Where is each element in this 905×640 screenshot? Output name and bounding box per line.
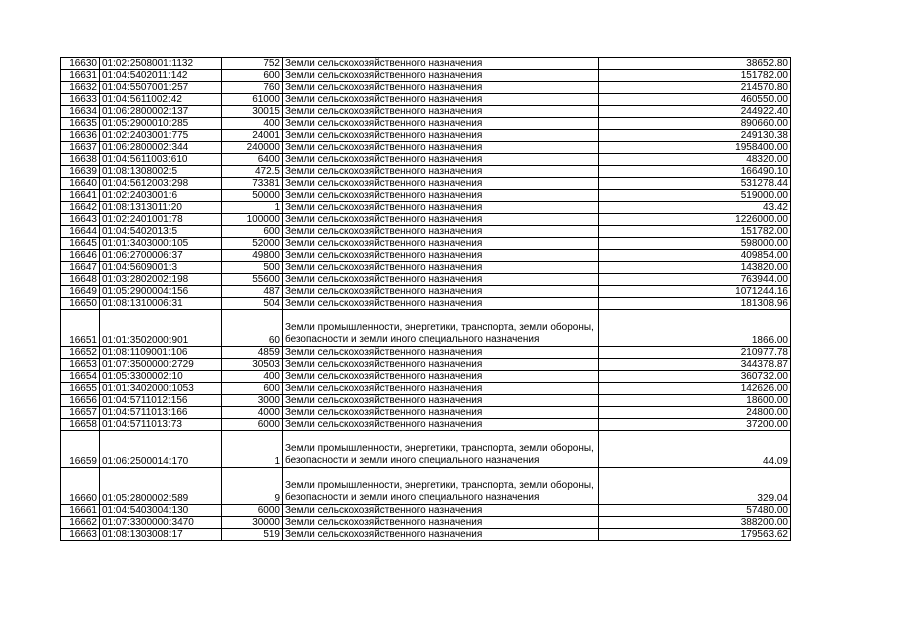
row-number-cell: 16637 xyxy=(61,142,100,154)
table-row xyxy=(61,130,791,142)
land-category-cell: Земли сельскохозяйственного назначения xyxy=(283,238,599,250)
row-number-cell: 16652 xyxy=(61,347,100,359)
area-cell: 1 xyxy=(222,202,283,214)
table-row xyxy=(61,214,791,226)
cadastral-value-cell: 1958400.00 xyxy=(599,142,791,154)
area-cell: 4000 xyxy=(222,407,283,419)
row-number-cell: 16638 xyxy=(61,154,100,166)
cadastral-value-cell: 460550.00 xyxy=(599,94,791,106)
table-row xyxy=(61,517,791,529)
cadastral-number-cell: 01:04:5611002:42 xyxy=(100,94,222,106)
cadastral-value-cell: 142626.00 xyxy=(599,383,791,395)
cadastral-number-cell: 01:08:1313011:20 xyxy=(100,202,222,214)
cadastral-number-cell: 01:02:2401001:78 xyxy=(100,214,222,226)
row-number-cell: 16659 xyxy=(61,431,100,468)
cadastral-number-cell: 01:04:5711013:166 xyxy=(100,407,222,419)
row-number-cell: 16660 xyxy=(61,468,100,505)
cadastral-value-cell: 598000.00 xyxy=(599,238,791,250)
row-number-cell: 16639 xyxy=(61,166,100,178)
table-row xyxy=(61,529,791,541)
table-row xyxy=(61,118,791,130)
land-category-cell: Земли сельскохозяйственного назначения xyxy=(283,286,599,298)
row-number-cell: 16641 xyxy=(61,190,100,202)
row-number-cell: 16654 xyxy=(61,371,100,383)
row-number-cell: 16634 xyxy=(61,106,100,118)
land-category-cell: Земли сельскохозяйственного назначения xyxy=(283,250,599,262)
cadastral-number-cell: 01:04:5609001:3 xyxy=(100,262,222,274)
table-row xyxy=(61,407,791,419)
table-row xyxy=(61,395,791,407)
cadastral-value-cell: 360732.00 xyxy=(599,371,791,383)
table-row xyxy=(61,371,791,383)
cadastral-value-cell: 181308.96 xyxy=(599,298,791,310)
cadastral-value-cell: 38652.80 xyxy=(599,58,791,70)
cadastral-number-cell: 01:05:2900004:156 xyxy=(100,286,222,298)
row-number-cell: 16633 xyxy=(61,94,100,106)
land-category-cell: Земли сельскохозяйственного назначения xyxy=(283,178,599,190)
table-row xyxy=(61,250,791,262)
row-number-cell: 16650 xyxy=(61,298,100,310)
cadastral-value-cell: 519000.00 xyxy=(599,190,791,202)
cadastral-value-cell: 890660.00 xyxy=(599,118,791,130)
table-body xyxy=(61,58,791,541)
table-row xyxy=(61,298,791,310)
cadastral-number-cell: 01:02:2403001:6 xyxy=(100,190,222,202)
table-row xyxy=(61,274,791,286)
area-cell: 752 xyxy=(222,58,283,70)
cadastral-value-cell: 249130.38 xyxy=(599,130,791,142)
cadastral-value-cell: 57480.00 xyxy=(599,505,791,517)
cadastral-number-cell: 01:05:2900010:285 xyxy=(100,118,222,130)
table-row xyxy=(61,347,791,359)
area-cell: 30503 xyxy=(222,359,283,371)
land-category-cell: Земли сельскохозяйственного назначения xyxy=(283,202,599,214)
land-category-cell: Земли сельскохозяйственного назначения xyxy=(283,118,599,130)
area-cell: 9 xyxy=(222,468,283,505)
area-cell: 600 xyxy=(222,70,283,82)
table-row xyxy=(61,70,791,82)
area-cell: 472.5 xyxy=(222,166,283,178)
cadastral-number-cell: 01:03:2802002:198 xyxy=(100,274,222,286)
cadastral-number-cell: 01:04:5507001:257 xyxy=(100,82,222,94)
land-category-cell: Земли сельскохозяйственного назначения xyxy=(283,505,599,517)
area-cell: 3000 xyxy=(222,395,283,407)
cadastral-number-cell: 01:05:2800002:589 xyxy=(100,468,222,505)
row-number-cell: 16662 xyxy=(61,517,100,529)
table-row xyxy=(61,238,791,250)
area-cell: 4859 xyxy=(222,347,283,359)
land-category-cell: Земли сельскохозяйственного назначения xyxy=(283,359,599,371)
cadastral-value-cell: 43.42 xyxy=(599,202,791,214)
cadastral-value-cell: 166490.10 xyxy=(599,166,791,178)
land-category-cell: Земли сельскохозяйственного назначения xyxy=(283,226,599,238)
area-cell: 760 xyxy=(222,82,283,94)
cadastral-number-cell: 01:08:1310006:31 xyxy=(100,298,222,310)
cadastral-number-cell: 01:08:1109001:106 xyxy=(100,347,222,359)
land-category-cell: Земли сельскохозяйственного назначения xyxy=(283,298,599,310)
table-row xyxy=(61,190,791,202)
cadastral-number-cell: 01:04:5611003:610 xyxy=(100,154,222,166)
table-row xyxy=(61,178,791,190)
row-number-cell: 16661 xyxy=(61,505,100,517)
area-cell: 487 xyxy=(222,286,283,298)
row-number-cell: 16658 xyxy=(61,419,100,431)
row-number-cell: 16646 xyxy=(61,250,100,262)
row-number-cell: 16640 xyxy=(61,178,100,190)
cadastral-value-cell: 37200.00 xyxy=(599,419,791,431)
table-row xyxy=(61,468,791,505)
table-row xyxy=(61,310,791,347)
cadastral-number-cell: 01:07:3300000:3470 xyxy=(100,517,222,529)
area-cell: 49800 xyxy=(222,250,283,262)
cadastral-number-cell: 01:06:2800002:344 xyxy=(100,142,222,154)
land-category-cell: Земли сельскохозяйственного назначения xyxy=(283,371,599,383)
land-category-cell: Земли сельскохозяйственного назначения xyxy=(283,70,599,82)
area-cell: 1 xyxy=(222,431,283,468)
table-row xyxy=(61,58,791,70)
row-number-cell: 16657 xyxy=(61,407,100,419)
cadastral-number-cell: 01:05:3300002:10 xyxy=(100,371,222,383)
area-cell: 61000 xyxy=(222,94,283,106)
cadastral-number-cell: 01:08:1303008:17 xyxy=(100,529,222,541)
cadastral-value-cell: 18600.00 xyxy=(599,395,791,407)
table-row xyxy=(61,359,791,371)
area-cell: 504 xyxy=(222,298,283,310)
cadastral-number-cell: 01:01:3502000:901 xyxy=(100,310,222,347)
area-cell: 55600 xyxy=(222,274,283,286)
cadastral-value-cell: 214570.80 xyxy=(599,82,791,94)
cadastral-value-cell: 1071244.16 xyxy=(599,286,791,298)
area-cell: 60 xyxy=(222,310,283,347)
cadastral-number-cell: 01:01:3402000:1053 xyxy=(100,383,222,395)
area-cell: 400 xyxy=(222,118,283,130)
area-cell: 50000 xyxy=(222,190,283,202)
land-registry-table xyxy=(60,57,791,541)
area-cell: 500 xyxy=(222,262,283,274)
cadastral-number-cell: 01:07:3500000:2729 xyxy=(100,359,222,371)
land-category-cell: Земли сельскохозяйственного назначения xyxy=(283,82,599,94)
table-row xyxy=(61,419,791,431)
row-number-cell: 16630 xyxy=(61,58,100,70)
table-row xyxy=(61,202,791,214)
table-row xyxy=(61,154,791,166)
area-cell: 400 xyxy=(222,371,283,383)
row-number-cell: 16649 xyxy=(61,286,100,298)
land-category-cell: Земли сельскохозяйственного назначения xyxy=(283,58,599,70)
row-number-cell: 16632 xyxy=(61,82,100,94)
row-number-cell: 16663 xyxy=(61,529,100,541)
row-number-cell: 16642 xyxy=(61,202,100,214)
row-number-cell: 16647 xyxy=(61,262,100,274)
cadastral-value-cell: 409854.00 xyxy=(599,250,791,262)
row-number-cell: 16653 xyxy=(61,359,100,371)
row-number-cell: 16656 xyxy=(61,395,100,407)
row-number-cell: 16635 xyxy=(61,118,100,130)
land-category-cell: Земли сельскохозяйственного назначения xyxy=(283,347,599,359)
area-cell: 6000 xyxy=(222,505,283,517)
cadastral-number-cell: 01:04:5402013:5 xyxy=(100,226,222,238)
cadastral-number-cell: 01:02:2508001:1132 xyxy=(100,58,222,70)
table-row xyxy=(61,166,791,178)
cadastral-number-cell: 01:06:2800002:137 xyxy=(100,106,222,118)
cadastral-number-cell: 01:08:1308002:5 xyxy=(100,166,222,178)
cadastral-number-cell: 01:04:5403004:130 xyxy=(100,505,222,517)
table-row xyxy=(61,431,791,468)
row-number-cell: 16643 xyxy=(61,214,100,226)
area-cell: 6400 xyxy=(222,154,283,166)
area-cell: 30000 xyxy=(222,517,283,529)
area-cell: 600 xyxy=(222,383,283,395)
cadastral-value-cell: 388200.00 xyxy=(599,517,791,529)
land-category-cell: Земли сельскохозяйственного назначения xyxy=(283,94,599,106)
cadastral-value-cell: 44.09 xyxy=(599,431,791,468)
cadastral-value-cell: 143820.00 xyxy=(599,262,791,274)
land-category-cell: Земли сельскохозяйственного назначения xyxy=(283,154,599,166)
table-row xyxy=(61,383,791,395)
land-category-cell: Земли сельскохозяйственного назначения xyxy=(283,142,599,154)
land-category-cell: Земли сельскохозяйственного назначения xyxy=(283,166,599,178)
row-number-cell: 16636 xyxy=(61,130,100,142)
land-category-cell: Земли промышленности, энергетики, транспорта, земли обороны, безопасности и земли иного специального назначения xyxy=(283,431,599,468)
row-number-cell: 16645 xyxy=(61,238,100,250)
area-cell: 6000 xyxy=(222,419,283,431)
area-cell: 30015 xyxy=(222,106,283,118)
land-category-cell: Земли промышленности, энергетики, транспорта, земли обороны, безопасности и земли иного специального назначения xyxy=(283,468,599,505)
land-category-cell: Земли сельскохозяйственного назначения xyxy=(283,419,599,431)
cadastral-number-cell: 01:04:5402011:142 xyxy=(100,70,222,82)
cadastral-value-cell: 344378.87 xyxy=(599,359,791,371)
cadastral-number-cell: 01:04:5711013:73 xyxy=(100,419,222,431)
cadastral-value-cell: 1866.00 xyxy=(599,310,791,347)
table-row xyxy=(61,82,791,94)
cadastral-number-cell: 01:04:5612003:298 xyxy=(100,178,222,190)
area-cell: 240000 xyxy=(222,142,283,154)
table-row xyxy=(61,142,791,154)
cadastral-value-cell: 48320.00 xyxy=(599,154,791,166)
row-number-cell: 16631 xyxy=(61,70,100,82)
area-cell: 24001 xyxy=(222,130,283,142)
row-number-cell: 16644 xyxy=(61,226,100,238)
cadastral-value-cell: 151782.00 xyxy=(599,70,791,82)
table-row xyxy=(61,505,791,517)
land-category-cell: Земли сельскохозяйственного назначения xyxy=(283,106,599,118)
row-number-cell: 16651 xyxy=(61,310,100,347)
cadastral-number-cell: 01:01:3403000:105 xyxy=(100,238,222,250)
area-cell: 519 xyxy=(222,529,283,541)
cadastral-number-cell: 01:04:5711012:156 xyxy=(100,395,222,407)
land-category-cell: Земли сельскохозяйственного назначения xyxy=(283,214,599,226)
table-row xyxy=(61,94,791,106)
area-cell: 100000 xyxy=(222,214,283,226)
land-category-cell: Земли сельскохозяйственного назначения xyxy=(283,407,599,419)
row-number-cell: 16655 xyxy=(61,383,100,395)
cadastral-value-cell: 179563.62 xyxy=(599,529,791,541)
cadastral-value-cell: 24800.00 xyxy=(599,407,791,419)
cadastral-value-cell: 210977.78 xyxy=(599,347,791,359)
land-category-cell: Земли сельскохозяйственного назначения xyxy=(283,262,599,274)
land-category-cell: Земли сельскохозяйственного назначения xyxy=(283,190,599,202)
land-category-cell: Земли сельскохозяйственного назначения xyxy=(283,517,599,529)
area-cell: 73381 xyxy=(222,178,283,190)
land-category-cell: Земли сельскохозяйственного назначения xyxy=(283,395,599,407)
area-cell: 52000 xyxy=(222,238,283,250)
land-category-cell: Земли сельскохозяйственного назначения xyxy=(283,529,599,541)
land-category-cell: Земли промышленности, энергетики, транспорта, земли обороны, безопасности и земли иного специального назначения xyxy=(283,310,599,347)
cadastral-value-cell: 531278.44 xyxy=(599,178,791,190)
area-cell: 600 xyxy=(222,226,283,238)
land-category-cell: Земли сельскохозяйственного назначения xyxy=(283,274,599,286)
table-row xyxy=(61,226,791,238)
table-row xyxy=(61,106,791,118)
cadastral-value-cell: 1226000.00 xyxy=(599,214,791,226)
table-row xyxy=(61,262,791,274)
table-row xyxy=(61,286,791,298)
cadastral-value-cell: 329.04 xyxy=(599,468,791,505)
cadastral-number-cell: 01:06:2500014:170 xyxy=(100,431,222,468)
cadastral-value-cell: 244922.40 xyxy=(599,106,791,118)
cadastral-value-cell: 763944.00 xyxy=(599,274,791,286)
cadastral-number-cell: 01:02:2403001:775 xyxy=(100,130,222,142)
cadastral-value-cell: 151782.00 xyxy=(599,226,791,238)
row-number-cell: 16648 xyxy=(61,274,100,286)
land-category-cell: Земли сельскохозяйственного назначения xyxy=(283,130,599,142)
land-category-cell: Земли сельскохозяйственного назначения xyxy=(283,383,599,395)
cadastral-number-cell: 01:06:2700006:37 xyxy=(100,250,222,262)
